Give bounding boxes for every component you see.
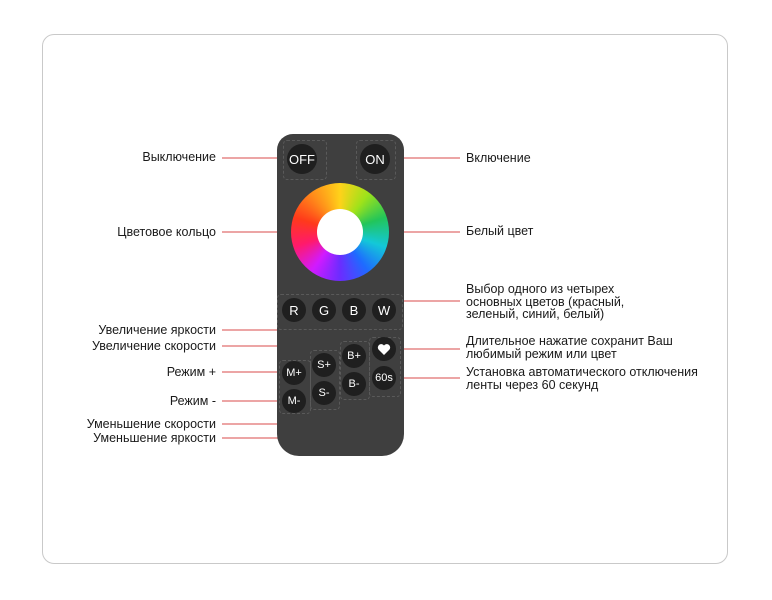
blue-button[interactable]: B xyxy=(342,298,366,322)
label-basic-colors: Выбор одного из четырех основных цветов (красный, зеленый, синий, белый) xyxy=(466,282,625,321)
speed-minus-button[interactable]: S- xyxy=(312,381,336,405)
green-button[interactable]: G xyxy=(312,298,336,322)
label-timer: Установка автоматического отключения ленты через 60 секунд xyxy=(466,365,698,392)
on-button[interactable]: ON xyxy=(360,144,390,174)
label-on: Включение xyxy=(466,151,531,165)
off-button[interactable]: OFF xyxy=(287,144,317,174)
timer-button[interactable]: 60s xyxy=(372,366,396,390)
label-off: Выключение xyxy=(142,150,216,164)
brightness-minus-button[interactable]: B- xyxy=(342,372,366,396)
label-white: Белый цвет xyxy=(466,224,534,238)
label-mode-minus: Режим - xyxy=(169,394,216,408)
white-color-button[interactable] xyxy=(317,209,363,255)
label-favorite: Длительное нажатие сохранит Ваш любимый режим или цвет xyxy=(466,334,673,361)
mode-minus-button[interactable]: M- xyxy=(282,389,306,413)
label-brightness-up: Увеличение яркости xyxy=(98,323,216,337)
brightness-plus-button[interactable]: B+ xyxy=(342,344,366,368)
white-button[interactable]: W xyxy=(372,298,396,322)
favorite-button[interactable] xyxy=(372,337,396,361)
label-color-ring: Цветовое кольцо xyxy=(117,225,216,239)
label-brightness-down: Уменьшение яркости xyxy=(93,431,216,445)
label-mode-plus: Режим + xyxy=(166,365,216,379)
red-button[interactable]: R xyxy=(282,298,306,322)
label-speed-up: Увеличение скорости xyxy=(92,339,216,353)
speed-plus-button[interactable]: S+ xyxy=(312,353,336,377)
mode-plus-button[interactable]: M+ xyxy=(282,361,306,385)
heart-icon xyxy=(377,343,391,356)
label-speed-down: Уменьшение скорости xyxy=(86,417,216,431)
